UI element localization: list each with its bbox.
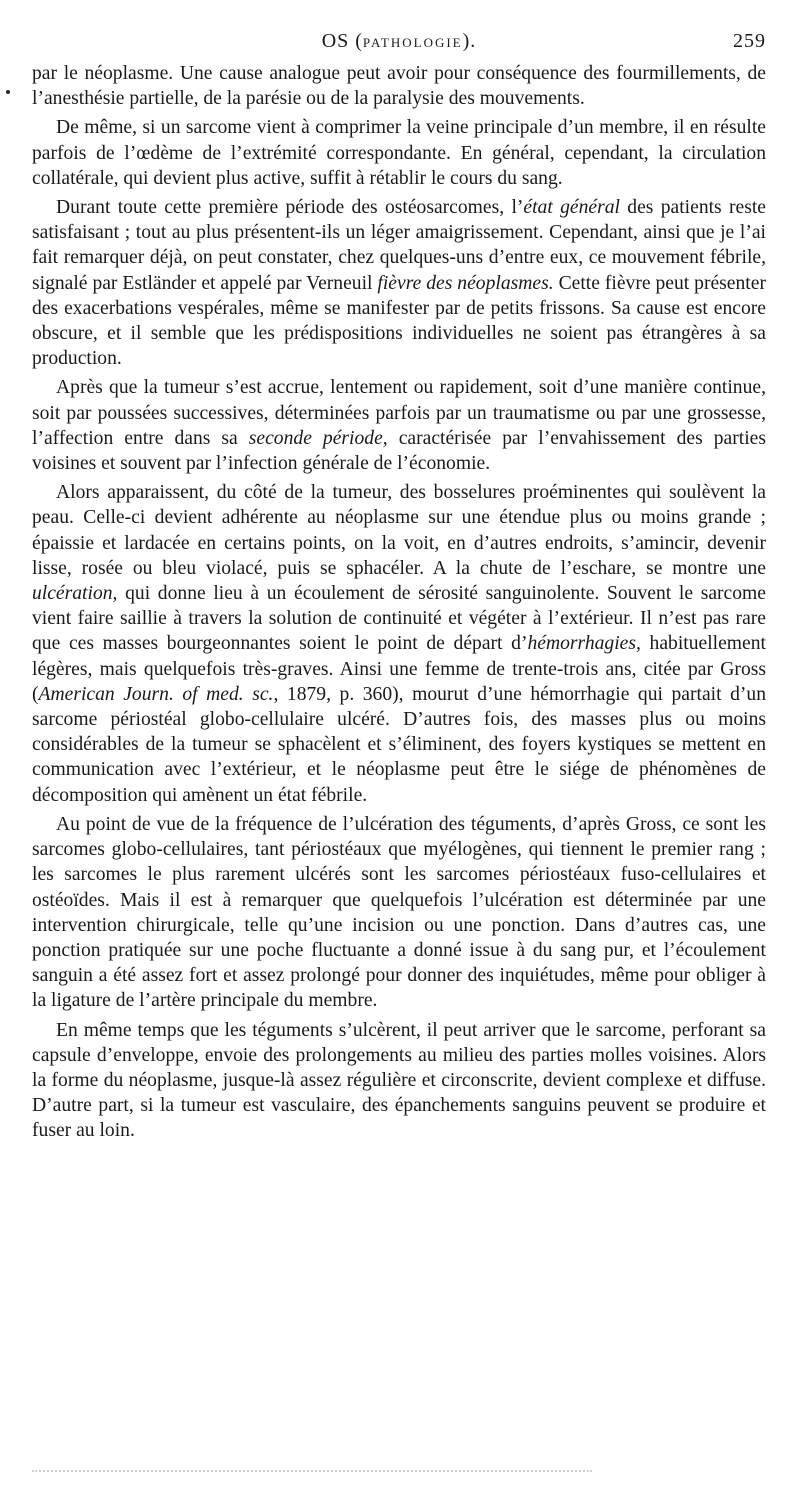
text-segment: qui donne lieu à un écoulement de sérosité sanguinolente. Souvent le sarcome vient faire saillie à travers la solution de continuité et végéter à l’extérieur. Il n’est pas rare que ces masses bourgeonnantes soient le point de départ d’ <box>32 583 766 655</box>
text-segment: Durant toute cette première période des ostéosarcomes, l’ <box>56 197 524 219</box>
paragraph <box>32 61 766 111</box>
text-segment: des patients reste satisfaisant ; tout au plus présentent-ils un léger amaigrissement. Cependant, ainsi que je l’ai fait remarquer déjà, on peut constater, chez quelques-uns d’entre eux, ce mouvement fébrile, signalé par Estländer et appelé par Verneuil <box>32 197 766 294</box>
paragraph <box>32 1018 766 1144</box>
running-title-small-caps: PATHOLOGIE <box>362 35 463 50</box>
italic-text: seconde période, <box>248 427 388 449</box>
paragraph <box>32 375 766 476</box>
footer-print-residue <box>32 1470 592 1475</box>
text-segment: par le néoplasme. Une cause analogue peut avoir pour conséquence des fourmillements, de l’anesthésie partielle, de la parésie ou de la paralysie des mouvements. <box>32 63 766 110</box>
text-segment: Alors apparaissent, du côté de la tumeur, des bosselures proéminentes qui soulèvent la peau. Celle-ci devient adhérente au néoplasme sur une étendue plus ou moins grande ; épaissie et lardacée en certains points, on la voit, en d’autres endroits, s’amincir, devenir lisse, rosée ou bleu violacé, puis se sphacéler. A la chute de l’eschare, se montre une <box>32 482 766 579</box>
italic-text: fièvre des néoplasmes. <box>377 272 554 294</box>
text-segment: Après que la tumeur s’est accrue, lentement ou rapidement, soit d’une manière continue, soit par poussées successives, déterminées parfois par un traumatisme ou par une grossesse, l’affection entre dans sa <box>32 377 766 449</box>
italic-text: état général <box>523 197 620 219</box>
paragraph <box>32 115 766 191</box>
text-segment: De même, si un sarcome vient à comprimer la veine principale d’un membre, il en résulte parfois de l’œdème de l’extrémité correspondante. En général, cependant, la circulation collatérale, qui devient plus active, suffit à rétablir le cours du sang. <box>32 117 766 189</box>
italic-text: ulcération, <box>32 583 118 605</box>
text-segment: En même temps que les téguments s’ulcèrent, il peut arriver que le sarcome, perforant sa capsule d’enveloppe, envoie des prolongements au milieu des parties molles voisines. Alors la forme du néoplasme, jusque-là assez régulière et circonscrite, devient complexe et diffuse. D’autre part, si la tumeur est vasculaire, des épanchements sanguins peuvent se produire et fuser au loin. <box>32 1019 766 1142</box>
text-segment: caractérisée par l’envahissement des parties voisines et souvent par l’infection générale de l’économie. <box>32 427 766 475</box>
page-number: 259 <box>733 30 766 52</box>
italic-text: hémorrhagies, <box>527 633 641 655</box>
paragraph <box>32 195 766 371</box>
running-title-main: OS ( <box>321 30 363 52</box>
running-head <box>32 30 766 58</box>
margin-mark <box>6 90 10 94</box>
text-segment: habituellement légères, mais quelquefois très-graves. Ainsi une femme de trente-trois ans, citée par Gross ( <box>32 633 766 705</box>
running-title <box>32 30 766 53</box>
paragraph <box>32 480 766 808</box>
running-title-close: ). <box>462 30 477 52</box>
italic-text: American Journ. of med. sc. <box>38 683 274 705</box>
text-segment: , 1879, p. 360), mourut d’une hémorrhagie qui partait d’un sarcome périostéal globo-cellulaire ulcéré. D’autres fois, des masses plus ou moins considérables de la tumeur se sphacèlent et s’éliminent, des foyers kystiques se mettent en communication avec l’extérieur, et le néoplasme peut être le siége de phénomènes de décomposition qui amènent un état fébrile. <box>32 683 766 806</box>
paragraph <box>32 812 766 1014</box>
text-segment: Cette fièvre peut présenter des exacerbations vespérales, même se manifester par de petits frissons. Sa cause est encore obscure, et il semble que les prédispositions individuelles ne soient pas étrangères à sa production. <box>32 272 766 370</box>
body-text <box>32 61 766 1148</box>
text-segment: Au point de vue de la fréquence de l’ulcération des téguments, d’après Gross, ce sont les sarcomes globo-cellulaires, tant périostéaux que myélogènes, qui tiennent le premier rang ; les sarcomes le plus rarement ulcérés sont les sarcomes périostéaux fuso-cellulaires et ostéoïdes. Mais il est à remarquer que quelquefois l’ulcération est déterminée par une intervention chirurgicale, telle qu’une incision ou une ponction. Dans d’autres cas, une ponction pratiquée sur une poche fluctuante a donné issue à du sang pur, et l’écoulement sanguin a été assez fort et assez prolongé pour donner des inquiétudes, même pour obliger à la ligature de l’artère principale du membre. <box>32 813 766 1012</box>
